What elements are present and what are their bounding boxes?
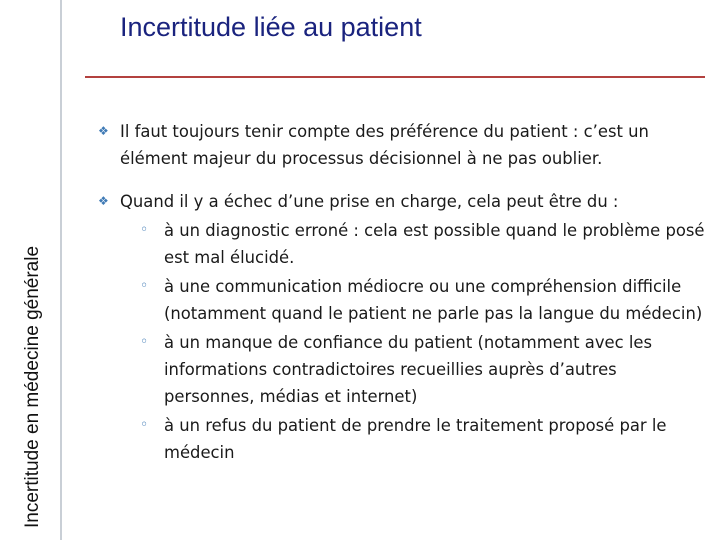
vertical-section-title: Incertitude en médecine générale — [22, 245, 43, 528]
bullet-item — [98, 118, 710, 172]
sub-bullet-text: à un diagnostic erroné : cela est possible quand le problème posé est mal élucidé. — [164, 221, 705, 267]
circle-bullet-icon: ◦ — [140, 222, 149, 238]
sidebar-divider — [60, 0, 62, 540]
circle-bullet-icon: ◦ — [140, 417, 149, 433]
diamond-bullet-icon: ❖ — [98, 194, 109, 208]
sub-bullet-text: à une communication médiocre ou une compréhension difficile (notamment quand le patient ne parle pas la langue du médecin) — [164, 277, 703, 323]
title-underline — [85, 76, 705, 78]
sub-bullet-item — [120, 217, 710, 271]
circle-bullet-icon: ◦ — [140, 334, 149, 350]
sub-bullet-item — [120, 329, 710, 410]
slide-content — [98, 118, 710, 482]
slide-title: Incertitude liée au patient — [120, 12, 422, 42]
bullet-text: Il faut toujours tenir compte des préférence du patient : c’est un élément majeur du processus décisionnel à ne pas oublier. — [120, 122, 649, 168]
sub-bullet-item — [120, 273, 710, 327]
bullet-item — [98, 188, 710, 466]
sub-bullet-item — [120, 412, 710, 466]
sub-bullet-text: à un manque de confiance du patient (notamment avec les informations contradictoires recueillies auprès d’autres personnes, médias et internet) — [164, 333, 653, 406]
circle-bullet-icon: ◦ — [140, 278, 149, 294]
diamond-bullet-icon: ❖ — [98, 124, 109, 138]
bullet-text: Quand il y a échec d’une prise en charge, cela peut être du : — [120, 192, 619, 211]
sub-bullet-text: à un refus du patient de prendre le traitement proposé par le médecin — [164, 416, 667, 462]
